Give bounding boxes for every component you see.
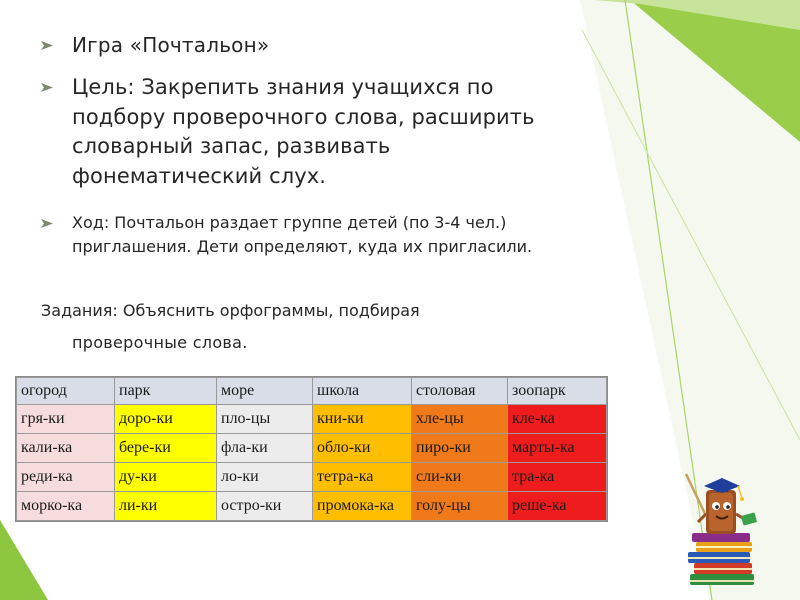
table-cell: ду-ки: [115, 463, 217, 492]
column-header: школа: [313, 378, 412, 405]
table-row: [17, 405, 607, 434]
table-cell: голу-цы: [412, 492, 508, 521]
table-cell: тра-ка: [508, 463, 607, 492]
table-cell: пиро-ки: [412, 434, 508, 463]
arrow-bullet-icon: [40, 73, 54, 103]
table-row: [17, 463, 607, 492]
table-cell: гря-ки: [17, 405, 115, 434]
table-cell: доро-ки: [115, 405, 217, 434]
table-cell: тетра-ка: [313, 463, 412, 492]
table-row: [17, 492, 607, 521]
bullet-text: Цель: Закрепить знания учащихся по подбору проверочного слова, расширить словарный запас, развивать фонематический слух.: [72, 75, 535, 188]
table-cell: реди-ка: [17, 463, 115, 492]
arrow-bullet-icon: [40, 31, 54, 59]
teacher-with-books-clipart: [676, 456, 772, 590]
bullet-item-procedure: [40, 211, 600, 259]
table-cell: ли-ки: [115, 492, 217, 521]
table-cell: пло-цы: [217, 405, 313, 434]
table-cell: кали-ка: [17, 434, 115, 463]
word-table: [16, 377, 607, 521]
table-header-row: [17, 378, 607, 405]
table-cell: реше-ка: [508, 492, 607, 521]
task-text-line-2: проверочные слова.: [72, 333, 248, 352]
column-header: парк: [115, 378, 217, 405]
table-cell: марты-ка: [508, 434, 607, 463]
column-header: зоопарк: [508, 378, 607, 405]
table-cell: сли-ки: [412, 463, 508, 492]
table-cell: обло-ки: [313, 434, 412, 463]
table-cell: кле-ка: [508, 405, 607, 434]
task-text-line-1: Задания: Объяснить орфограммы, подбирая: [41, 301, 420, 320]
table-cell: морко-ка: [17, 492, 115, 521]
table-cell: бере-ки: [115, 434, 217, 463]
bullet-item-game-title: [40, 31, 580, 59]
table-cell: промока-ка: [313, 492, 412, 521]
bullet-text: Игра «Почтальон»: [72, 33, 270, 57]
column-header: столовая: [412, 378, 508, 405]
bullet-text: Ход: Почтальон раздает группе детей (по 3-4 чел.) приглашения. Дети определяют, куда их пригласили.: [72, 213, 533, 256]
table-cell: кни-ки: [313, 405, 412, 434]
table-cell: остро-ки: [217, 492, 313, 521]
bullet-item-goal: [40, 73, 580, 191]
arrow-bullet-icon: [40, 211, 54, 235]
column-header: море: [217, 378, 313, 405]
table-row: [17, 434, 607, 463]
table-cell: ло-ки: [217, 463, 313, 492]
column-header: огород: [17, 378, 115, 405]
table-cell: фла-ки: [217, 434, 313, 463]
table-cell: хле-цы: [412, 405, 508, 434]
